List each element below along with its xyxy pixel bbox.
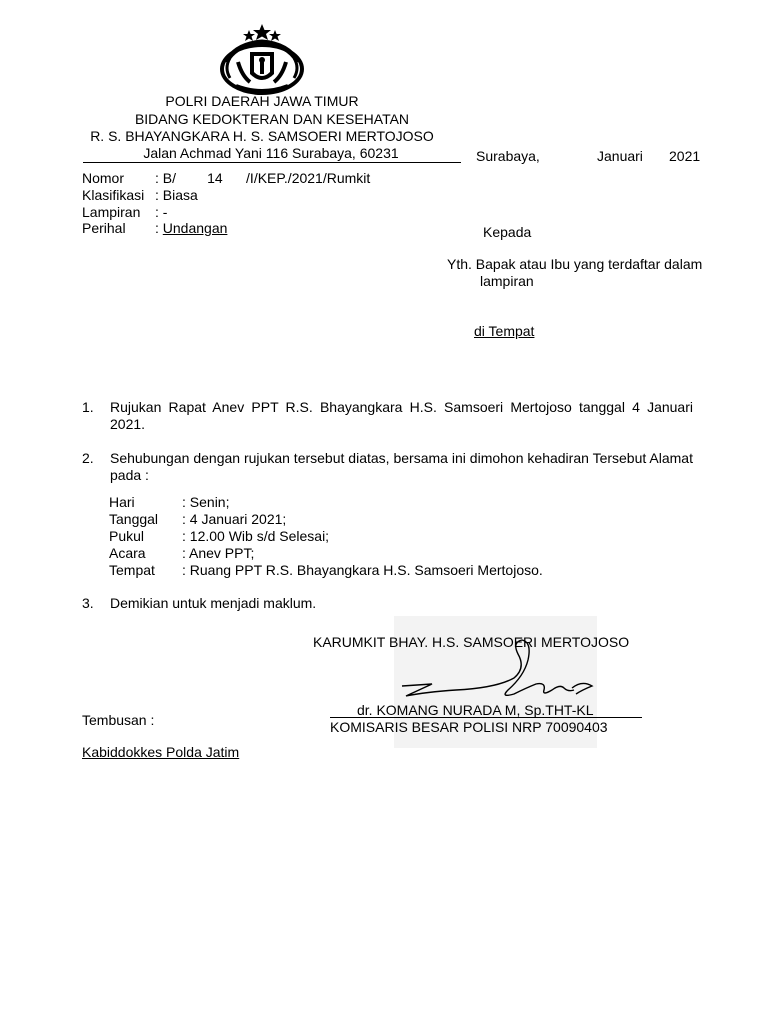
nomor-label: Nomor: [82, 170, 125, 186]
detail-value: : 4 Januari 2021;: [182, 511, 287, 527]
header-line-2: BIDANG KEDOKTERAN DAN KESEHATAN: [134, 111, 410, 127]
detail-label: Pukul: [109, 528, 145, 544]
paragraph-3: Demikian untuk menjadi maklum.: [110, 595, 317, 611]
date-year: 2021: [669, 148, 701, 164]
detail-label: Tempat: [109, 562, 155, 578]
detail-label: Tanggal: [109, 511, 159, 527]
klasifikasi-label: Klasifikasi: [82, 187, 145, 203]
signatory-rank: KOMISARIS BESAR POLISI NRP 70090403: [330, 719, 608, 735]
detail-value: : Anev PPT;: [182, 545, 255, 561]
perihal-value-wrap: [155, 220, 227, 236]
polri-emblem-icon: [216, 22, 308, 96]
paragraph-1-number: 1.: [82, 399, 94, 415]
perihal-label: Perihal: [82, 220, 126, 236]
lampiran-value: : -: [155, 204, 168, 220]
header-divider: [83, 162, 461, 163]
signatory-name: dr. KOMANG NURADA M, Sp.THT-KL: [357, 702, 594, 718]
recipient-line-1: Yth. Bapak atau Ibu yang terdaftar dalam: [447, 256, 703, 272]
handwritten-signature-icon: [396, 632, 596, 712]
header-line-3: R. S. BHAYANGKARA H. S. SAMSOERI MERTOJOSO: [90, 128, 434, 144]
perihal-colon: :: [155, 220, 163, 236]
header-line-1: POLRI DAERAH JAWA TIMUR: [165, 93, 359, 109]
paragraph-3-number: 3.: [82, 595, 94, 611]
detail-value: : Senin;: [182, 494, 230, 510]
nomor-value: : B/ 14 /I/KEP./2021/Rumkit: [155, 170, 371, 186]
detail-label: Acara: [109, 545, 146, 561]
tembusan-label: Tembusan :: [82, 712, 155, 728]
recipient-line-2: lampiran: [480, 273, 534, 289]
detail-label: Hari: [109, 494, 135, 510]
paragraph-2: Sehubungan dengan rujukan tersebut diatas, bersama ini dimohon kehadiran Tersebut Alamat pada :: [110, 450, 693, 483]
signatory-title: KARUMKIT BHAY. H.S. SAMSOERI MERTOJOSO: [313, 634, 630, 650]
klasifikasi-value: : Biasa: [155, 187, 198, 203]
paragraph-1: Rujukan Rapat Anev PPT R.S. Bhayangkara H.S. Samsoeri Mertojoso tanggal 4 Januari 2021.: [110, 399, 693, 432]
di-tempat: di Tempat: [474, 323, 535, 339]
date-month: Januari: [597, 148, 643, 164]
tembusan-item: Kabiddokkes Polda Jatim: [82, 744, 240, 760]
perihal-value: Undangan: [162, 220, 228, 236]
header-address: Jalan Achmad Yani 116 Surabaya, 60231: [143, 145, 399, 161]
paragraph-2-number: 2.: [82, 450, 94, 466]
detail-value: : Ruang PPT R.S. Bhayangkara H.S. Samsoeri Mertojoso.: [182, 562, 543, 578]
detail-value: : 12.00 Wib s/d Selesai;: [182, 528, 330, 544]
lampiran-label: Lampiran: [82, 204, 141, 220]
kepada-label: Kepada: [483, 224, 532, 240]
signature-divider: [330, 717, 642, 718]
date-city: Surabaya,: [476, 148, 540, 164]
